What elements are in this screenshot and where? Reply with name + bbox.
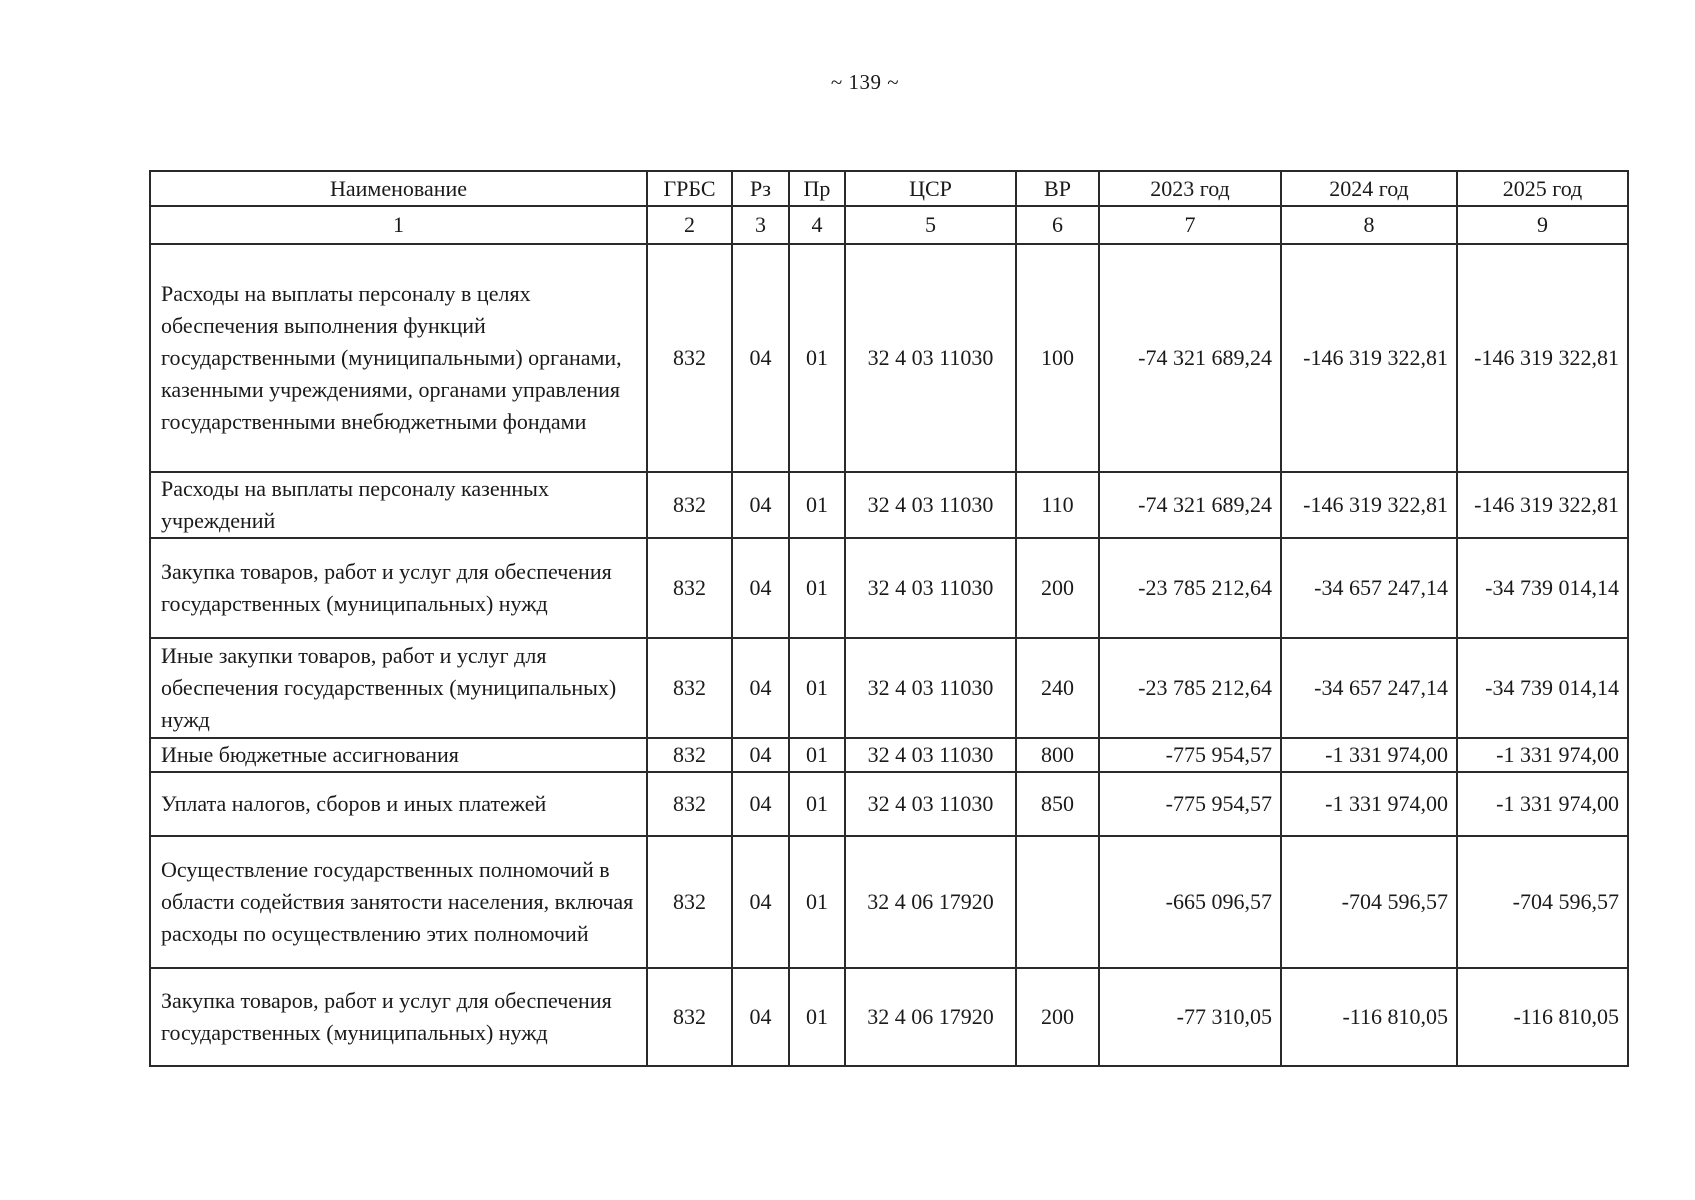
row-name: Иные закупки товаров, работ и услуг для обеспечения государственных (муниципальных) нужд — [150, 638, 647, 738]
row-rz: 04 — [732, 738, 789, 772]
row-2023: -77 310,05 — [1099, 968, 1281, 1066]
row-2025: -704 596,57 — [1457, 836, 1628, 968]
row-pr: 01 — [789, 968, 845, 1066]
row-pr: 01 — [789, 472, 845, 538]
row-csr: 32 4 03 11030 — [845, 738, 1016, 772]
row-pr: 01 — [789, 772, 845, 836]
row-grbs: 832 — [647, 638, 732, 738]
row-rz: 04 — [732, 638, 789, 738]
column-number: 6 — [1016, 206, 1099, 244]
column-number: 8 — [1281, 206, 1457, 244]
table-header-row — [150, 171, 1628, 206]
column-number: 9 — [1457, 206, 1628, 244]
row-2024: -146 319 322,81 — [1281, 472, 1457, 538]
row-2025: -34 739 014,14 — [1457, 638, 1628, 738]
table-row — [150, 472, 1628, 538]
header-vr: ВР — [1016, 171, 1099, 206]
row-2025: -146 319 322,81 — [1457, 244, 1628, 472]
row-2023: -775 954,57 — [1099, 738, 1281, 772]
row-2023: -775 954,57 — [1099, 772, 1281, 836]
header-2024: 2024 год — [1281, 171, 1457, 206]
row-2025: -1 331 974,00 — [1457, 738, 1628, 772]
header-grbs: ГРБС — [647, 171, 732, 206]
row-2025: -116 810,05 — [1457, 968, 1628, 1066]
table-row — [150, 638, 1628, 738]
row-2024: -34 657 247,14 — [1281, 638, 1457, 738]
table-row — [150, 968, 1628, 1066]
table-row — [150, 738, 1628, 772]
row-rz: 04 — [732, 836, 789, 968]
row-grbs: 832 — [647, 772, 732, 836]
header-csr: ЦСР — [845, 171, 1016, 206]
row-name: Иные бюджетные ассигнования — [150, 738, 647, 772]
table-row — [150, 836, 1628, 968]
table-row — [150, 538, 1628, 638]
row-csr: 32 4 03 11030 — [845, 772, 1016, 836]
row-2023: -74 321 689,24 — [1099, 244, 1281, 472]
row-name: Расходы на выплаты персоналу казенных учреждений — [150, 472, 647, 538]
row-2024: -146 319 322,81 — [1281, 244, 1457, 472]
column-number: 1 — [150, 206, 647, 244]
row-name: Уплата налогов, сборов и иных платежей — [150, 772, 647, 836]
header-rz: Рз — [732, 171, 789, 206]
column-number: 5 — [845, 206, 1016, 244]
row-2023: -23 785 212,64 — [1099, 538, 1281, 638]
column-number: 2 — [647, 206, 732, 244]
header-2023: 2023 год — [1099, 171, 1281, 206]
row-2024: -704 596,57 — [1281, 836, 1457, 968]
row-rz: 04 — [732, 472, 789, 538]
table-row — [150, 244, 1628, 472]
row-pr: 01 — [789, 538, 845, 638]
row-2025: -34 739 014,14 — [1457, 538, 1628, 638]
row-pr: 01 — [789, 244, 845, 472]
row-csr: 32 4 03 11030 — [845, 638, 1016, 738]
row-name: Закупка товаров, работ и услуг для обеспечения государственных (муниципальных) нужд — [150, 968, 647, 1066]
header-name: Наименование — [150, 171, 647, 206]
row-vr: 800 — [1016, 738, 1099, 772]
table-row — [150, 772, 1628, 836]
row-2025: -1 331 974,00 — [1457, 772, 1628, 836]
row-rz: 04 — [732, 968, 789, 1066]
row-vr — [1016, 836, 1099, 968]
row-vr: 200 — [1016, 538, 1099, 638]
row-2024: -1 331 974,00 — [1281, 738, 1457, 772]
row-2023: -74 321 689,24 — [1099, 472, 1281, 538]
budget-table — [149, 170, 1629, 1067]
row-pr: 01 — [789, 738, 845, 772]
row-2024: -1 331 974,00 — [1281, 772, 1457, 836]
column-number-row — [150, 206, 1628, 244]
row-rz: 04 — [732, 772, 789, 836]
row-csr: 32 4 06 17920 — [845, 968, 1016, 1066]
row-vr: 200 — [1016, 968, 1099, 1066]
row-name: Осуществление государственных полномочий в области содействия занятости населения, включая расходы по осуществлению этих полномочий — [150, 836, 647, 968]
row-pr: 01 — [789, 638, 845, 738]
row-csr: 32 4 03 11030 — [845, 538, 1016, 638]
header-pr: Пр — [789, 171, 845, 206]
row-csr: 32 4 03 11030 — [845, 472, 1016, 538]
column-number: 7 — [1099, 206, 1281, 244]
row-2024: -116 810,05 — [1281, 968, 1457, 1066]
row-vr: 240 — [1016, 638, 1099, 738]
header-2025: 2025 год — [1457, 171, 1628, 206]
row-name: Расходы на выплаты персоналу в целях обеспечения выполнения функций государственными (муниципальными) органами, казенными учреждениями, органами управления государственными внебюджетными фондами — [150, 244, 647, 472]
row-rz: 04 — [732, 538, 789, 638]
row-2023: -23 785 212,64 — [1099, 638, 1281, 738]
page-number: ~ 139 ~ — [830, 70, 900, 94]
row-2023: -665 096,57 — [1099, 836, 1281, 968]
row-vr: 110 — [1016, 472, 1099, 538]
column-number: 3 — [732, 206, 789, 244]
row-2025: -146 319 322,81 — [1457, 472, 1628, 538]
column-number: 4 — [789, 206, 845, 244]
row-rz: 04 — [732, 244, 789, 472]
row-grbs: 832 — [647, 968, 732, 1066]
row-grbs: 832 — [647, 738, 732, 772]
row-pr: 01 — [789, 836, 845, 968]
row-csr: 32 4 06 17920 — [845, 836, 1016, 968]
row-csr: 32 4 03 11030 — [845, 244, 1016, 472]
row-grbs: 832 — [647, 472, 732, 538]
row-vr: 100 — [1016, 244, 1099, 472]
row-2024: -34 657 247,14 — [1281, 538, 1457, 638]
row-grbs: 832 — [647, 836, 732, 968]
row-grbs: 832 — [647, 244, 732, 472]
row-vr: 850 — [1016, 772, 1099, 836]
row-name: Закупка товаров, работ и услуг для обеспечения государственных (муниципальных) нужд — [150, 538, 647, 638]
row-grbs: 832 — [647, 538, 732, 638]
